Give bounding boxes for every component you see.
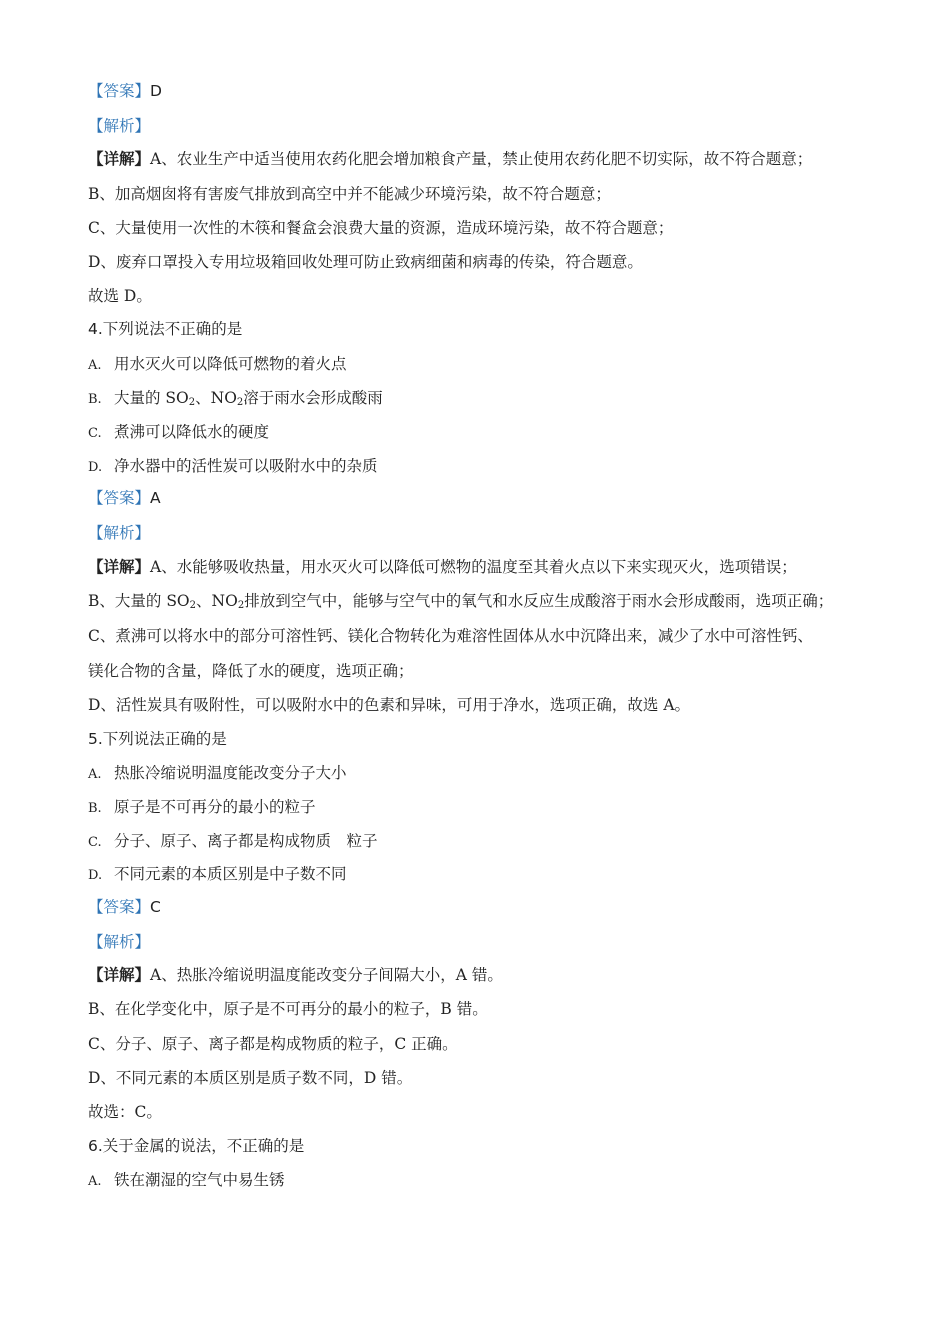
option-letter: A. — [88, 358, 102, 373]
question-number: 5. — [88, 730, 103, 748]
analysis-tag: 【解析】 — [88, 933, 151, 951]
detail-text: 、NO — [196, 592, 238, 610]
subscript: 2 — [188, 397, 196, 408]
question-stem — [88, 319, 242, 339]
option-text: 用水灭火可以降低可燃物的着火点 — [114, 355, 347, 373]
detail-tag: 【详解】 — [88, 965, 151, 984]
option-text: 分子、原子、离子都是构成物质 粒子 — [114, 832, 378, 850]
answer-value: A — [150, 489, 161, 507]
detail-line: 镁化合物的含量，降低了水的硬度，选项正确； — [88, 662, 414, 680]
option-text: 大量的 SO — [114, 389, 189, 407]
detail-line: C、煮沸可以将水中的部分可溶性钙、镁化合物转化为难溶性固体从水中沉降出来，减少了水中可溶性钙、 — [88, 627, 813, 645]
option-b — [88, 388, 383, 410]
option-b — [88, 797, 316, 819]
detail-tag: 【详解】 — [88, 149, 151, 168]
answer-value: C — [150, 898, 161, 916]
option-letter: C. — [88, 835, 102, 850]
option-letter: A. — [88, 767, 102, 782]
option-letter: B. — [88, 392, 102, 407]
question-text: 下列说法正确的是 — [102, 730, 227, 748]
detail-text: B、大量的 SO — [88, 592, 190, 610]
answer-value: D — [150, 82, 162, 100]
option-text: 净水器中的活性炭可以吸附水中的杂质 — [114, 457, 378, 475]
answer-line — [88, 81, 162, 101]
answer-line — [88, 897, 161, 917]
answer-tag: 【答案】 — [88, 898, 151, 916]
option-text: 铁在潮湿的空气中易生锈 — [114, 1171, 285, 1189]
subscript: 2 — [236, 397, 244, 408]
question-number: 6. — [88, 1137, 103, 1155]
option-text: 煮沸可以降低水的硬度 — [114, 423, 270, 441]
question-stem — [88, 1136, 304, 1156]
option-letter: D. — [88, 460, 103, 475]
detail-text: A、农业生产中适当使用农药化肥会增加粮食产量，禁止使用农药化肥不切实际，故不符合题意； — [150, 150, 813, 168]
detail-line: C、分子、原子、离子都是构成物质的粒子，C 正确。 — [88, 1035, 458, 1053]
detail-line: D、不同元素的本质区别是质子数不同，D 错。 — [88, 1069, 413, 1087]
subscript: 2 — [189, 600, 197, 611]
conclusion: 故选 D。 — [88, 287, 152, 305]
detail-line — [88, 557, 797, 577]
question-number: 4. — [88, 320, 103, 338]
detail-line — [88, 965, 503, 985]
detail-line — [88, 591, 833, 611]
conclusion: 故选：C。 — [88, 1103, 162, 1121]
subscript: 2 — [237, 600, 245, 611]
answer-tag: 【答案】 — [88, 489, 151, 507]
option-text: 、NO — [195, 389, 237, 407]
option-letter: A. — [88, 1174, 102, 1189]
detail-text: A、热胀冷缩说明温度能改变分子间隔大小，A 错。 — [150, 966, 503, 984]
option-a — [88, 354, 347, 376]
option-a — [88, 763, 347, 785]
option-text: 不同元素的本质区别是中子数不同 — [114, 865, 347, 883]
detail-line: D、活性炭具有吸附性，可以吸附水中的色素和异味，可用于净水，选项正确，故选 A。 — [88, 696, 691, 714]
option-text: 原子是不可再分的最小的粒子 — [114, 798, 316, 816]
option-letter: D. — [88, 868, 103, 883]
option-c — [88, 831, 378, 853]
detail-line: C、大量使用一次性的木筷和餐盒会浪费大量的资源，造成环境污染，故不符合题意； — [88, 219, 674, 237]
detail-line — [88, 149, 812, 169]
detail-line: B、在化学变化中，原子是不可再分的最小的粒子，B 错。 — [88, 1000, 488, 1018]
detail-text: 排放到空气中，能够与空气中的氧气和水反应生成酸溶于雨水会形成酸雨，选项正确； — [244, 592, 834, 610]
answer-line — [88, 488, 161, 508]
option-c — [88, 422, 269, 444]
option-text: 热胀冷缩说明温度能改变分子大小 — [114, 764, 347, 782]
analysis-tag: 【解析】 — [88, 117, 151, 135]
question-text: 关于金属的说法，不正确的是 — [102, 1137, 305, 1155]
question-stem — [88, 729, 227, 749]
option-a — [88, 1170, 285, 1192]
detail-line: D、废弃口罩投入专用垃圾箱回收处理可防止致病细菌和病毒的传染，符合题意。 — [88, 253, 643, 271]
detail-text: A、水能够吸收热量，用水灭火可以降低可燃物的温度至其着火点以下来实现灭火，选项错误； — [150, 558, 797, 576]
option-d — [88, 456, 378, 478]
option-d — [88, 864, 347, 886]
analysis-tag: 【解析】 — [88, 524, 151, 542]
question-text: 下列说法不正确的是 — [102, 320, 243, 338]
answer-tag: 【答案】 — [88, 82, 151, 100]
detail-tag: 【详解】 — [88, 557, 151, 576]
detail-line: B、加高烟囱将有害废气排放到高空中并不能减少环境污染，故不符合题意； — [88, 185, 611, 203]
option-text: 溶于雨水会形成酸雨 — [243, 389, 383, 407]
option-letter: C. — [88, 426, 102, 441]
option-letter: B. — [88, 801, 102, 816]
